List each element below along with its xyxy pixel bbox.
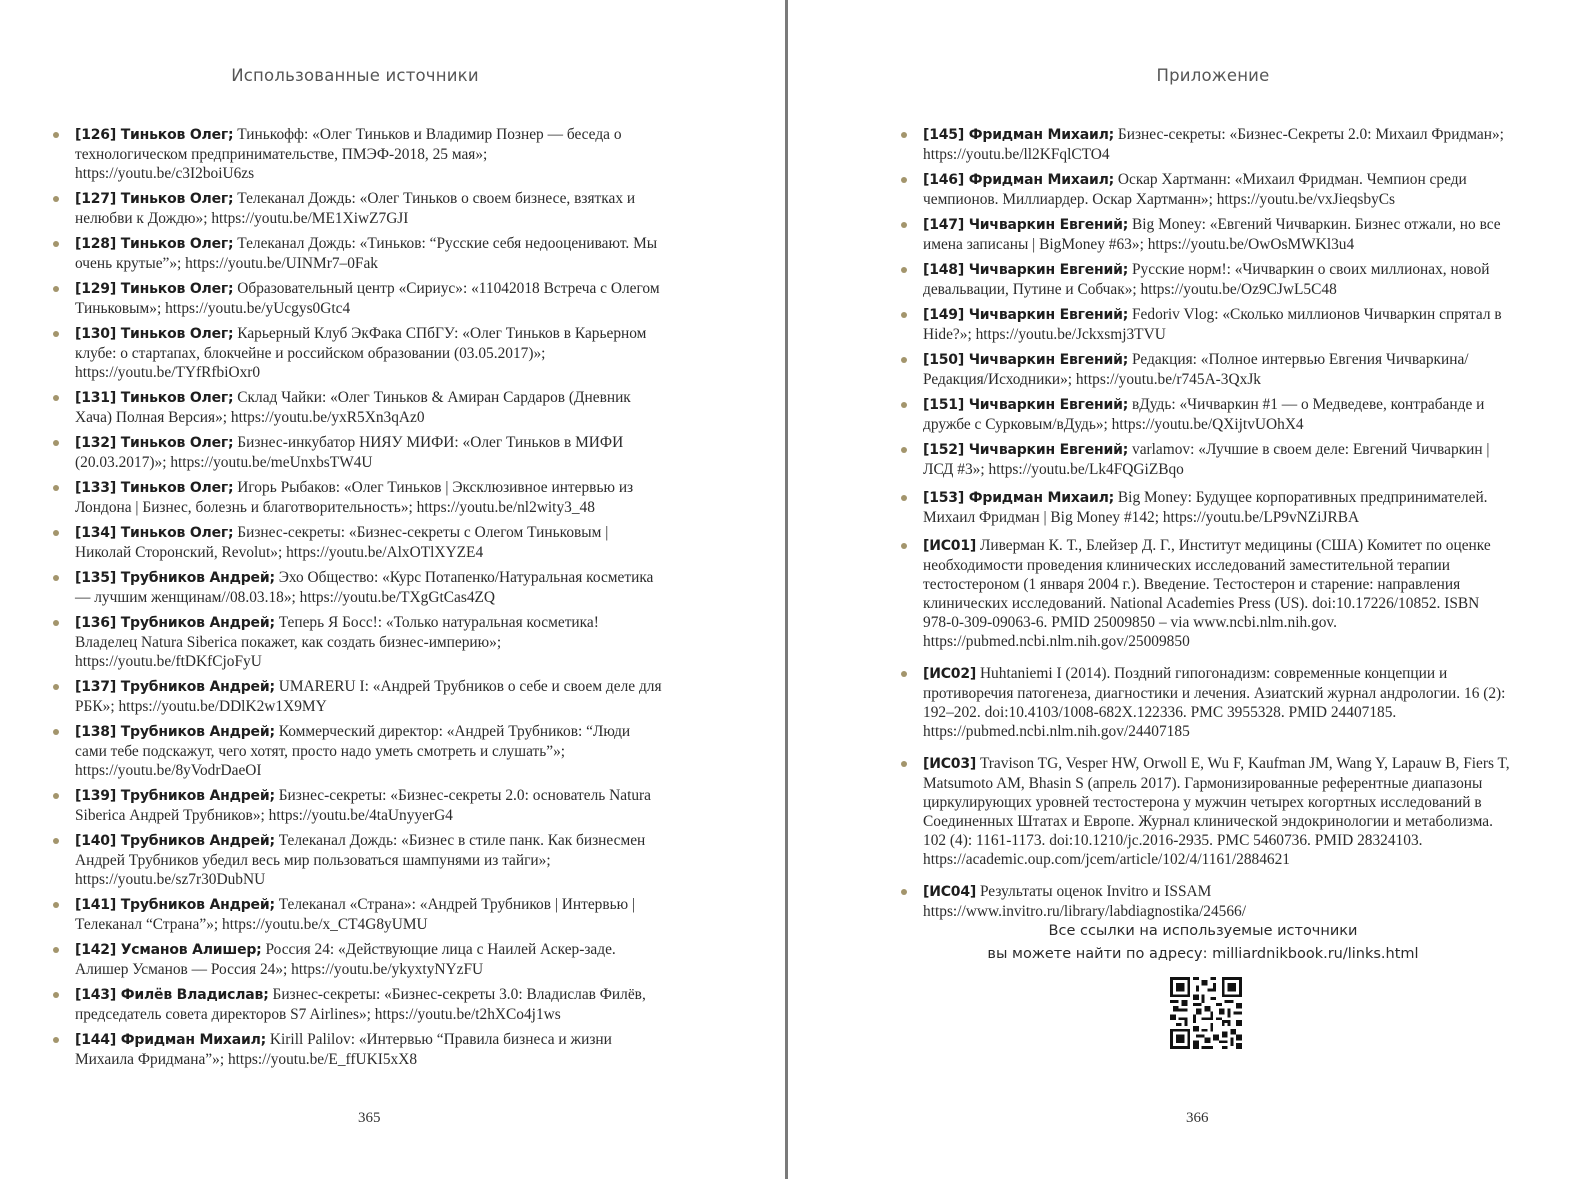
reference-key: [137] Трубников Андрей; xyxy=(75,679,275,695)
reference-item xyxy=(898,305,1510,344)
reference-key: [140] Трубников Андрей; xyxy=(75,833,275,849)
bullet-icon xyxy=(901,761,907,767)
reference-item xyxy=(898,215,1510,254)
bullet-icon xyxy=(53,530,59,536)
reference-item xyxy=(50,940,662,979)
reference-text: Коммерческий директор: «Андрей Трубников: “Люди сами тебе подскажут, чего хотят, просто надо уметь смотреть и слушать”»; https://youtu.be/8yVodrDaeOI xyxy=(75,723,631,779)
reference-text: Ливерман К. Т., Блейзер Д. Г., Институт медицины (США) Комитет по оценке необходимости проведения клинических исследований заместительной терапии тестостероном (1 января 2004 г.). Введение. Тестостерон и старение: направления клинических исследований. National Academies Press (US). doi:10.17226/10852. ISBN 978-0-309-09063-6. PMID 25009850 – via www.ncbi.nlm.nih.gov. https://pubmed.ncbi.nlm.nih.gov/25009850 xyxy=(923,537,1491,650)
reference-item xyxy=(50,388,662,427)
reference-text: Fedoriv Vlog: «Сколько миллионов Чичваркин спрятал в Hide?»; https://youtu.be/Jckxsmj3TVU xyxy=(923,306,1502,343)
reference-text: Результаты оценок Invitro и ISSAM https://www.invitro.ru/library/labdiagnostika/24566/ xyxy=(923,883,1247,920)
bullet-icon xyxy=(53,992,59,998)
reference-item xyxy=(50,324,662,382)
reference-text: Телеканал Дождь: «Тиньков: “Русские себя недооценивают. Мы очень крутые”»; https://youtu.be/UINMr7–0Fak xyxy=(75,235,658,272)
reference-key: [133] Тиньков Олег; xyxy=(75,480,234,496)
bullet-icon xyxy=(53,395,59,401)
bullet-icon xyxy=(53,241,59,247)
reference-key: [136] Трубников Андрей; xyxy=(75,615,275,631)
reference-key: [145] Фридман Михаил; xyxy=(923,127,1115,143)
bullet-icon xyxy=(53,947,59,953)
reference-key: [138] Трубников Андрей; xyxy=(75,724,275,740)
bullet-icon xyxy=(901,495,907,501)
reference-item xyxy=(898,395,1510,434)
reference-key: [152] Чичваркин Евгений; xyxy=(923,442,1129,458)
reference-key: [ИС04] xyxy=(923,884,977,900)
reference-text: Travison TG, Vesper HW, Orwoll E, Wu F, Kaufman JM, Wang Y, Lapauw B, Fiers T, Matsumoto AM, Bhasin S (апрель 2017). Гармонизированные референтные диапазоны циркулирующих уровней тестостерона у мужчин четырех когортных исследований в Соединенных Штатах и Европе. Журнал клинической эндокринологии и метаболизма. 102 (4): 1161-1173. doi:10.1210/jc.2016-2935. PMC 5460736. PMID 28324103. https://academic.oup.com/jcem/article/102/4/1161/2884621 xyxy=(923,755,1510,868)
reference-key: [135] Трубников Андрей; xyxy=(75,570,275,586)
reference-text: Big Money: Будущее корпоративных предпринимателей. Михаил Фридман | Big Money #142; https://youtu.be/LP9vNZiJRBA xyxy=(923,489,1488,526)
bullet-icon xyxy=(901,357,907,363)
reference-list xyxy=(898,125,1510,934)
running-head: Приложение xyxy=(1156,66,1270,85)
reference-key: [148] Чичваркин Евгений; xyxy=(923,262,1129,278)
bullet-icon xyxy=(901,312,907,318)
bullet-icon xyxy=(53,575,59,581)
reference-text: Бизнес-инкубатор НИЯУ МИФИ: «Олег Тиньков в МИФИ (20.03.2017)»; https://youtu.be/meUnxbsTW4U xyxy=(75,434,624,471)
reference-key: [141] Трубников Андрей; xyxy=(75,897,275,913)
reference-item xyxy=(898,125,1510,164)
reference-key: [151] Чичваркин Евгений; xyxy=(923,397,1129,413)
links-note xyxy=(938,920,1468,966)
running-head: Использованные источники xyxy=(231,66,479,85)
bullet-icon xyxy=(53,331,59,337)
bullet-icon xyxy=(901,132,907,138)
reference-text: Образовательный центр «Сириус»: «11042018 Встреча с Олегом Тиньковым»; https://youtu.be/yUcgys0Gtc4 xyxy=(75,280,660,317)
bullet-icon xyxy=(901,889,907,895)
reference-item xyxy=(50,786,662,825)
reference-key: [134] Тиньков Олег; xyxy=(75,525,234,541)
reference-item xyxy=(50,234,662,273)
reference-text: Бизнес-секреты: «Бизнес-секреты 2.0: основатель Natura Siberica Андрей Трубников»; https://youtu.be/4taUnyyerG4 xyxy=(75,787,652,824)
reference-text: Телеканал Дождь: «Олег Тиньков о своем бизнесе, взятках и нелюбви к Дождю»; https://youtu.be/ME1XiwZ7GJI xyxy=(75,190,636,227)
bullet-icon xyxy=(53,1037,59,1043)
reference-text: Kirill Palilov: «Интервью “Правила бизнеса и жизни Михаила Фридмана”»; https://youtu.be/E_ffUKI5xX8 xyxy=(75,1031,612,1068)
reference-text: Редакция: «Полное интервью Евгения Чичваркина/Редакция/Исходники»; https://youtu.be/r745A-3QxJk xyxy=(923,351,1469,388)
reference-item xyxy=(50,677,662,716)
reference-key: [143] Филёв Владислав; xyxy=(75,987,269,1003)
reference-key: [131] Тиньков Олег; xyxy=(75,390,234,406)
reference-item xyxy=(50,125,662,183)
reference-text: Тинькофф: «Олег Тиньков и Владимир Познер — беседа о технологическом предпринимательстве, ПМЭФ-2018, 25 мая»; https://youtu.be/c3I2boiU6zs xyxy=(75,126,622,182)
reference-key: [146] Фридман Михаил; xyxy=(923,172,1115,188)
bullet-icon xyxy=(901,267,907,273)
reference-text: Бизнес-секреты: «Бизнес-секреты с Олегом Тиньковым | Николай Сторонский, Revolut»; https://youtu.be/AlxOTlXYZE4 xyxy=(75,524,609,561)
reference-key: [128] Тиньков Олег; xyxy=(75,236,234,252)
bullet-icon xyxy=(53,902,59,908)
reference-key: [144] Фридман Михаил; xyxy=(75,1032,267,1048)
reference-text: Бизнес-секреты: «Бизнес-Секреты 2.0: Михаил Фридман»; https://youtu.be/ll2KFqlCTO4 xyxy=(923,126,1504,163)
links-note-line1: Все ссылки на используемые источники xyxy=(1048,923,1358,939)
reference-item xyxy=(50,613,662,671)
page-number: 366 xyxy=(1186,1110,1209,1126)
reference-item xyxy=(898,170,1510,209)
bullet-icon xyxy=(901,447,907,453)
reference-key: [142] Усманов Алишер; xyxy=(75,942,262,958)
reference-item xyxy=(50,433,662,472)
reference-item xyxy=(50,189,662,228)
reference-item xyxy=(50,1030,662,1069)
reference-item xyxy=(898,260,1510,299)
reference-item xyxy=(898,440,1510,479)
reference-item xyxy=(50,279,662,318)
reference-text: Эхо Общество: «Курс Потапенко/Натуральная косметика — лучшим женщинам//08.03.18»; https://youtu.be/TXgGtCas4ZQ xyxy=(75,569,654,606)
reference-text: Телеканал Дождь: «Бизнес в стиле панк. Как бизнесмен Андрей Трубников убедил весь мир пользоваться шампунями из тайги»; https://youtu.be/sz7r30DubNU xyxy=(75,832,646,888)
reference-item xyxy=(50,895,662,934)
reference-key: [153] Фридман Михаил; xyxy=(923,490,1115,506)
reference-text: Big Money: «Евгений Чичваркин. Бизнес отжали, но все имена записаны | BigMoney #63»; https://youtu.be/OwOsMWKl3u4 xyxy=(923,216,1501,253)
qr-code-icon xyxy=(1170,977,1242,1049)
right-page xyxy=(788,0,1572,1179)
reference-key: [130] Тиньков Олег; xyxy=(75,326,234,342)
reference-key: [147] Чичваркин Евгений; xyxy=(923,217,1129,233)
left-page xyxy=(0,0,785,1179)
reference-item xyxy=(898,488,1510,527)
bullet-icon xyxy=(53,793,59,799)
reference-text: Русские норм!: «Чичваркин о своих миллионах, новой девальвации, Путине и Собчак»; https://youtu.be/Oz9CJwL5C48 xyxy=(923,261,1490,298)
reference-text: varlamov: «Лучшие в своем деле: Евгений Чичваркин | ЛСД #3»; https://youtu.be/Lk4FQGiZBqo xyxy=(923,441,1490,478)
reference-list xyxy=(50,125,662,1075)
reference-key: [126] Тиньков Олег; xyxy=(75,127,234,143)
reference-item xyxy=(898,536,1510,651)
reference-item xyxy=(898,882,1510,921)
reference-key: [ИС03] xyxy=(923,756,977,772)
bullet-icon xyxy=(901,177,907,183)
reference-item xyxy=(50,523,662,562)
reference-text: Теперь Я Босс!: «Только натуральная косметика! Владелец Natura Siberica покажет, как создать бизнес-империю»; https://youtu.be/ftDKfCjoFyU xyxy=(75,614,599,670)
reference-item xyxy=(898,350,1510,389)
reference-key: [150] Чичваркин Евгений; xyxy=(923,352,1129,368)
bullet-icon xyxy=(901,671,907,677)
links-note-line2: вы можете найти по адресу: milliardnikbook.ru/links.html xyxy=(987,946,1419,962)
reference-item xyxy=(50,568,662,607)
bullet-icon xyxy=(53,132,59,138)
bullet-icon xyxy=(53,485,59,491)
reference-item xyxy=(50,831,662,889)
reference-text: Россия 24: «Действующие лица с Наилей Аскер-заде. Алишер Усманов — Россия 24»; https://youtu.be/ykyxtyNYzFU xyxy=(75,941,616,978)
bullet-icon xyxy=(53,684,59,690)
bullet-icon xyxy=(53,286,59,292)
reference-text: Huhtaniemi I (2014). Поздний гипогонадизм: современные концепции и противоречия патогенеза, диагностики и лечения. Азиатский журнал андрологии. 16 (2): 192–202. doi:10.4103/1008-682X.122336. PMC 3955328. PMID 24407185. https://pubmed.ncbi.nlm.nih.gov/24407185 xyxy=(923,665,1506,740)
reference-key: [127] Тиньков Олег; xyxy=(75,191,234,207)
reference-key: [132] Тиньков Олег; xyxy=(75,435,234,451)
reference-item xyxy=(898,664,1510,741)
reference-key: [ИС02] xyxy=(923,666,977,682)
bullet-icon xyxy=(53,620,59,626)
reference-text: Оскар Хартманн: «Михаил Фридман. Чемпион среди чемпионов. Миллиардер. Оскар Хартманн»; https://youtu.be/vxJieqsbyCs xyxy=(923,171,1467,208)
reference-key: [ИС01] xyxy=(923,538,977,554)
reference-text: Карьерный Клуб ЭкФака СПбГУ: «Олег Тиньков в Карьерном клубе: о стартапах, блокчейне и российском образовании (03.05.2017)»; https://youtu.be/TYfRfbiOxr0 xyxy=(75,325,647,381)
bullet-icon xyxy=(901,402,907,408)
reference-item xyxy=(50,985,662,1024)
reference-item xyxy=(898,754,1510,869)
reference-key: [149] Чичваркин Евгений; xyxy=(923,307,1129,323)
bullet-icon xyxy=(53,440,59,446)
reference-text: Игорь Рыбаков: «Олег Тиньков | Эксклюзивное интервью из Лондона | Бизнес, болезнь и благотворительность»; https://youtu.be/nl2wity3_48 xyxy=(75,479,634,516)
page-number: 365 xyxy=(358,1110,381,1126)
reference-key: [139] Трубников Андрей; xyxy=(75,788,275,804)
reference-text: UMARERU I: «Андрей Трубников о себе и своем деле для РБК»; https://youtu.be/DDlK2w1X9MY xyxy=(75,678,662,715)
reference-item xyxy=(50,478,662,517)
bullet-icon xyxy=(901,543,907,549)
bullet-icon xyxy=(53,838,59,844)
reference-text: Телеканал «Страна»: «Андрей Трубников | Интервью | Телеканал “Страна”»; https://youtu.be/x_CT4G8yUMU xyxy=(75,896,636,933)
reference-text: вДудь: «Чичваркин #1 — о Медведеве, контрабанде и дружбе с Сурковым/вДудь»; https://youtu.be/QXijtvUOhX4 xyxy=(923,396,1485,433)
reference-text: Склад Чайки: «Олег Тиньков & Амиран Сардаров (Дневник Хача) Полная Версия»; https://youtu.be/yxR5Xn3qAz0 xyxy=(75,389,631,426)
reference-key: [129] Тиньков Олег; xyxy=(75,281,234,297)
reference-item xyxy=(50,722,662,780)
bullet-icon xyxy=(53,729,59,735)
bullet-icon xyxy=(901,222,907,228)
bullet-icon xyxy=(53,196,59,202)
reference-text: Бизнес-секреты: «Бизнес-секреты 3.0: Владислав Филёв, председатель совета директоров S7 Airlines»; https://youtu.be/t2hXCo4j1ws xyxy=(75,986,646,1023)
